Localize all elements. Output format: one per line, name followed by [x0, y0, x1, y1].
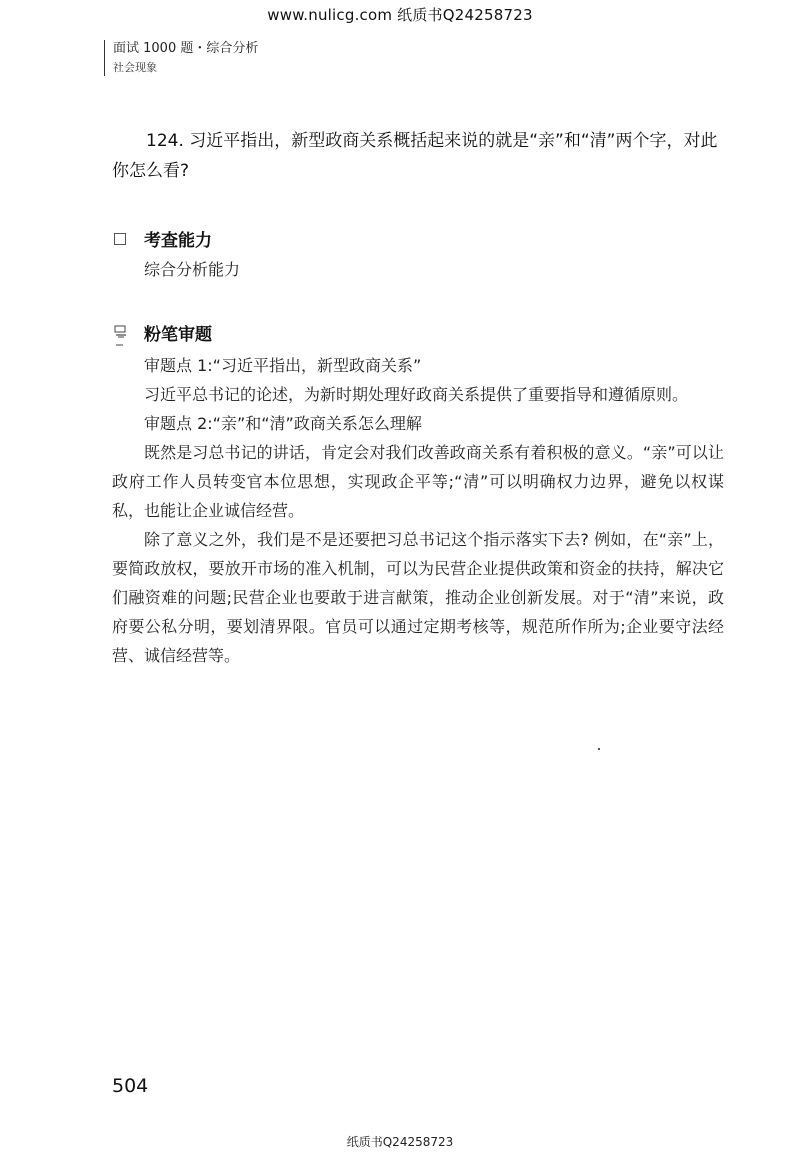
analysis-point-1: 审题点 1:“习近平指出，新型政商关系”	[144, 356, 422, 375]
analysis-paragraph-1: 习近平总书记的论述，为新时期处理好政商关系提供了重要指导和遵循原则。	[144, 385, 689, 404]
top-watermark: www.nulicg.com 纸质书Q24258723	[267, 6, 533, 24]
header-subtitle: 社会现象	[113, 61, 157, 74]
pen-icon	[114, 325, 126, 341]
ability-body	[112, 255, 724, 284]
ability-text: 综合分析能力	[144, 260, 241, 279]
ability-heading	[114, 226, 212, 251]
running-header	[104, 40, 258, 76]
analysis-paragraph-2: 既然是习总书记的讲话，肯定会对我们改善政商关系有着积极的意义。“亲”可以让政府工作人员转变官本位思想，实现政企平等;“清”可以明确权力边界，避免以权谋私，也能让企业诚信经营。	[112, 443, 724, 520]
question-text: 124. 习近平指出，新型政商关系概括起来说的就是“亲”和“清”两个字，对此你怎么看?	[112, 131, 718, 181]
analysis-heading-label: 粉笔审题	[144, 325, 212, 345]
header-title: 面试 1000 题・综合分析	[113, 41, 259, 56]
scan-speck	[598, 748, 600, 750]
analysis-point-2: 审题点 2:“亲”和“清”政商关系怎么理解	[144, 414, 422, 433]
analysis-body	[112, 351, 724, 670]
bottom-watermark: 纸质书Q24258723	[346, 1135, 454, 1149]
analysis-paragraph-3: 除了意义之外，我们是不是还要把习总书记这个指示落实下去? 例如，在“亲”上，要简政放权，要放开市场的准入机制，可以为民营企业提供政策和资金的扶持，解决它们融资难的问题;民营企业也要敢于进言献策，推动企业创新发展。对于“清”来说，政府要公私分明，要划清界限。官员可以通过定期考核等，规范所作所为;企业要守法经营、诚信经营等。	[112, 530, 724, 665]
analysis-heading	[114, 320, 212, 345]
checkbox-icon	[114, 233, 126, 245]
ability-heading-label: 考查能力	[144, 231, 212, 251]
page-number: 504	[112, 1075, 149, 1097]
